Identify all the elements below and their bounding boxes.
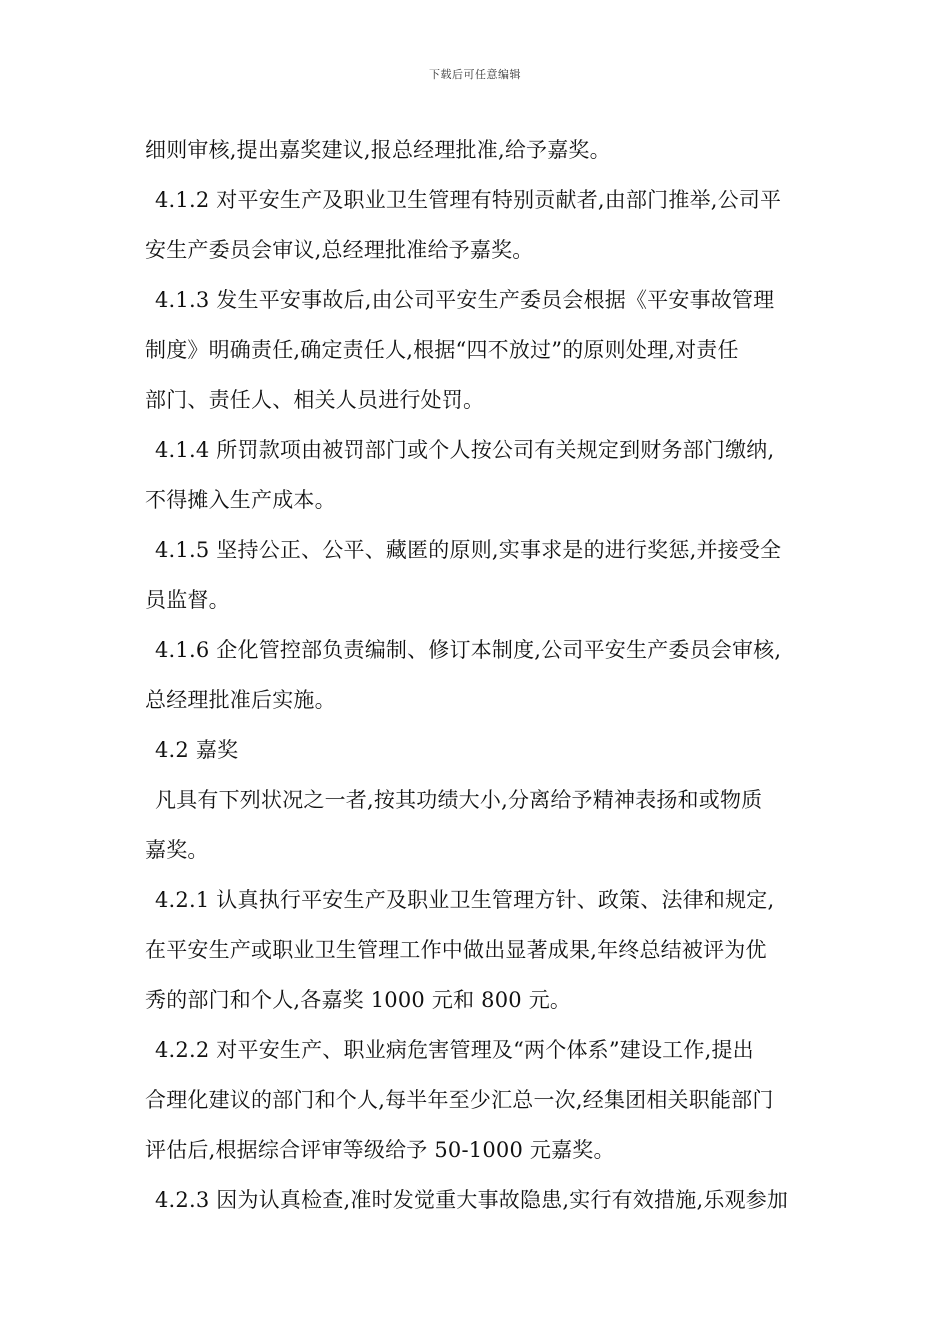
text-line: 员监督。 <box>145 588 230 612</box>
text-line: 4.1.3 发生平安事故后,由公司平安生产委员会根据《平安事故管理 <box>155 288 775 312</box>
text-line: 不得摊入生产成本。 <box>145 488 336 512</box>
text-line: 总经理批准后实施。 <box>145 688 336 712</box>
text-line: 凡具有下列状况之一者,按其功绩大小,分离给予精神表扬和或物质 <box>155 788 763 812</box>
text-line: 在平安生产或职业卫生管理工作中做出显著成果,年终总结被评为优 <box>145 938 767 962</box>
text-line: 细则审核,提出嘉奖建议,报总经理批准,给予嘉奖。 <box>145 138 611 162</box>
text-line: 4.1.5 坚持公正、公平、藏匿的原则,实事求是的进行奖惩,并接受全 <box>155 538 782 562</box>
page-header: 下载后可任意编辑 <box>429 68 521 81</box>
text-line: 嘉奖。 <box>145 838 209 862</box>
text-line: 秀的部门和个人,各嘉奖 1000 元和 800 元。 <box>145 988 572 1012</box>
text-line: 评估后,根据综合评审等级给予 50-1000 元嘉奖。 <box>145 1138 615 1162</box>
text-line: 合理化建议的部门和个人,每半年至少汇总一次,经集团相关职能部门 <box>145 1088 774 1112</box>
text-line: 4.2.2 对平安生产、职业病危害管理及“两个体系”建设工作,提出 <box>155 1038 754 1062</box>
text-line: 4.2 嘉奖 <box>155 738 239 762</box>
text-line: 4.1.2 对平安生产及职业卫生管理有特别贡献者,由部门推举,公司平 <box>155 188 782 212</box>
document-body <box>145 125 809 1225</box>
text-line: 4.2.3 因为认真检查,准时发觉重大事故隐患,实行有效措施,乐观参加 <box>155 1188 789 1212</box>
text-line: 安生产委员会审议,总经理批准给予嘉奖。 <box>145 238 534 262</box>
text-line: 4.2.1 认真执行平安生产及职业卫生管理方针、政策、法律和规定, <box>155 888 775 912</box>
text-line: 制度》明确责任,确定责任人,根据“四不放过”的原则处理,对责任 <box>145 338 739 362</box>
text-line: 4.1.4 所罚款项由被罚部门或个人按公司有关规定到财务部门缴纳, <box>155 438 775 462</box>
text-line: 部门、责任人、相关人员进行处罚。 <box>145 388 485 412</box>
text-line: 4.1.6 企化管控部负责编制、修订本制度,公司平安生产委员会审核, <box>155 638 782 662</box>
